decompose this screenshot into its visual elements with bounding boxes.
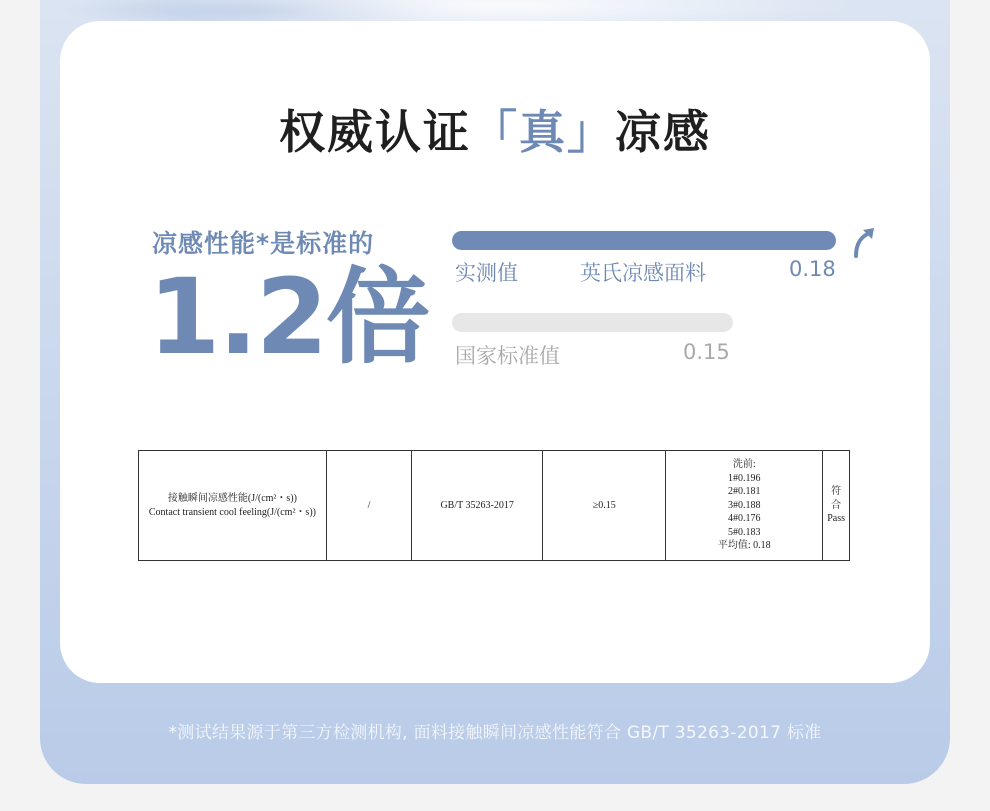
sample-result: 2#0.181 [728, 486, 761, 498]
page-title [0, 96, 990, 162]
verdict-cn: 符合 [831, 486, 842, 511]
results-cell [666, 451, 823, 561]
standard-value: 0.15 [683, 340, 730, 364]
claim-multiplier: 1.2倍 [148, 256, 429, 378]
test-item-cell [139, 451, 327, 561]
table-row [139, 451, 850, 561]
standard-cell: GB/T 35263-2017 [412, 451, 543, 561]
sample-result: 5#0.183 [728, 526, 761, 538]
standard-label: 国家标准值 [455, 344, 560, 368]
footnote: *测试结果源于第三方检测机构, 面料接触瞬间凉感性能符合 GB/T 35263-2017 标准 [168, 723, 822, 743]
average-result: 平均值: 0.18 [717, 540, 771, 552]
sample-result: 1#0.196 [728, 472, 761, 484]
verdict-en: Pass [827, 513, 845, 525]
standard-value-bar [452, 313, 733, 332]
sample-result: 3#0.188 [728, 499, 761, 511]
test-item-en: Contact transient cool feeling(J/(cm²・s)) [148, 506, 316, 518]
test-item-cn: 接触瞬间凉感性能(J/(cm²・s)) [167, 493, 297, 504]
requirement-cell: ≥0.15 [543, 451, 666, 561]
title-highlight: 「真」 [471, 105, 615, 159]
measured-value-bar [452, 231, 836, 250]
measured-label: 实测值 [455, 261, 518, 285]
verdict-cell [823, 451, 850, 561]
unit-cell: / [326, 451, 411, 561]
measured-value: 0.18 [789, 257, 836, 281]
up-arrow-icon [850, 222, 880, 258]
title-prefix: 权威认证 [279, 105, 471, 159]
before-wash-label: 洗前: [732, 459, 756, 471]
sample-result: 4#0.176 [728, 513, 761, 525]
title-suffix: 凉感 [615, 105, 711, 159]
measured-product: 英氏凉感面料 [580, 261, 706, 285]
claim-label: 凉感性能*是标准的 [152, 229, 375, 258]
test-report-table [138, 450, 850, 561]
